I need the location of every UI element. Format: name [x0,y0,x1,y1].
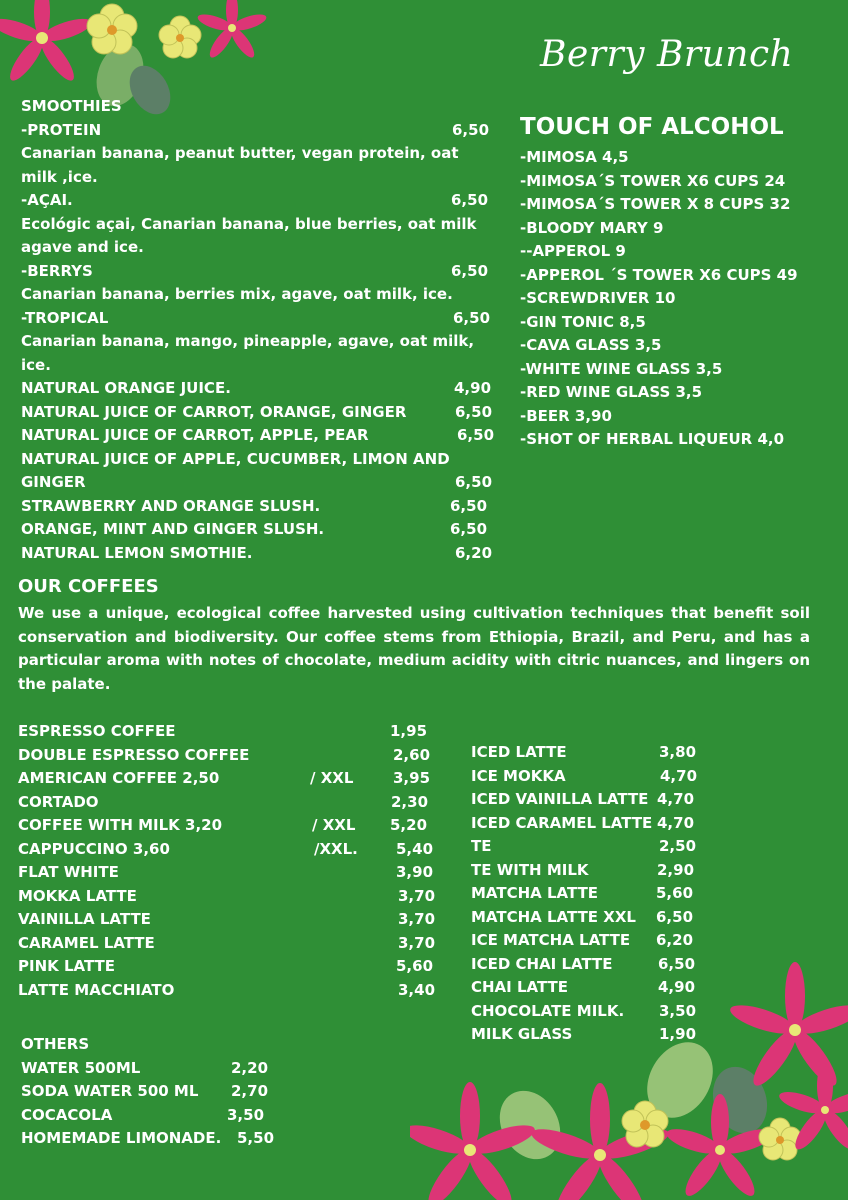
item-price: 3,70 [398,910,436,928]
item-name: CHOCOLATE MILK. [471,1001,625,1020]
list-item: --APPEROL 9 [520,242,626,260]
item-name: -PROTEIN [21,120,102,139]
item-size: / XXL [310,769,354,787]
item-name: VAINILLA LATTE [18,910,151,928]
item-price: 5,60 [396,957,434,975]
item-price: 4,70 [657,813,695,832]
item-name: STRAWBERRY AND ORANGE SLUSH. [21,496,321,515]
menu-item [471,741,711,765]
item-price: 1,90 [659,1025,697,1043]
coffees-title: OUR COFFEES [18,576,159,597]
menu-item [21,424,496,448]
item-name: AMERICAN COFFEE 2,50 [18,769,220,787]
item-name: WATER 500ML [21,1058,141,1077]
item-name: NATURAL JUICE OF CARROT, APPLE, PEAR [21,426,369,444]
item-name: GINGER [21,473,86,491]
menu-item [471,1023,711,1047]
list-item: -CAVA GLASS 3,5 [520,336,662,354]
others-section [21,1033,301,1151]
menu-item [21,1104,301,1128]
item-name: TE WITH MILK [471,860,589,879]
item-name: CHAI LATTE [471,978,569,996]
list-item: -APPEROL ´S TOWER X6 CUPS 49 [520,265,798,284]
menu-item [471,859,711,883]
menu-item [471,906,711,930]
item-price: 3,50 [227,1105,265,1124]
menu-item [471,835,711,859]
item-price: 3,40 [398,980,436,999]
item-price: 3,50 [659,1001,697,1020]
menu-item [21,119,496,143]
item-name: MOKKA LATTE [18,886,137,905]
list-item: -BEER 3,90 [520,406,612,425]
smoothies-title: SMOOTHIES [21,97,122,115]
item-price: 3,70 [398,933,436,952]
item-name: ICE MOKKA [471,766,566,785]
item-price: 6,50 [457,426,495,444]
item-price: 4,70 [660,766,698,785]
menu-item [471,929,711,953]
item-price: 6,50 [453,308,491,327]
item-name: DOUBLE ESPRESSO COFFEE [18,745,250,764]
menu-item [18,838,438,862]
item-price: 6,50 [451,261,489,280]
menu-item [471,812,711,836]
menu-item [18,861,438,885]
item-price: 2,70 [231,1082,269,1100]
item-description: Canarian banana, mango, pineapple, agave, oat milk, ice. [21,332,475,374]
menu-item [21,377,496,401]
menu-item [18,767,438,791]
menu-item [21,401,496,425]
item-price: 5,20 [390,816,428,834]
menu-item [21,1127,301,1151]
menu-item [21,260,496,284]
menu-item [471,976,711,1000]
item-name: MATCHA LATTE XXL [471,907,636,926]
menu-item [18,932,438,956]
item-name: NATURAL JUICE OF CARROT, ORANGE, GINGER [21,402,407,421]
item-name: MILK GLASS [471,1025,573,1043]
others-title: OTHERS [21,1035,90,1053]
item-price: 5,60 [656,884,694,902]
item-price: 5,50 [237,1129,275,1147]
item-name: ESPRESSO COFFEE [18,722,176,740]
menu-item [471,788,711,812]
item-price: 5,40 [396,839,434,858]
item-price: 3,70 [398,886,436,905]
menu-item [21,471,496,495]
item-name: COCACOLA [21,1105,113,1124]
item-price: 6,50 [450,520,488,538]
list-item: -MIMOSA´S TOWER X 8 CUPS 32 [520,195,791,213]
menu-item [21,448,496,472]
item-name: ICED CARAMEL LATTE [471,813,653,832]
item-price: 6,50 [455,402,493,421]
item-price: 4,90 [454,379,492,397]
list-item: -GIN TONIC 8,5 [520,312,646,331]
alcohol-title: TOUCH OF ALCOHOL [520,114,784,140]
menu-item [21,307,496,331]
menu-item [18,744,438,768]
item-price: 3,80 [659,743,697,761]
item-price: 4,70 [657,790,695,808]
menu-item [18,720,438,744]
list-item: -WHITE WINE GLASS 3,5 [520,359,723,378]
coffee-list-left [18,720,438,1002]
list-item: -MIMOSA´S TOWER X6 CUPS 24 [520,171,786,190]
item-description: Canarian banana, peanut butter, vegan protein, oat milk ,ice. [21,144,459,186]
item-name: -BERRYS [21,261,93,280]
menu-item [18,885,438,909]
list-item: -SHOT OF HERBAL LIQUEUR 4,0 [520,430,785,448]
list-item: -BLOODY MARY 9 [520,218,664,237]
item-description: Canarian banana, berries mix, agave, oat milk, ice. [21,285,453,303]
item-name: CORTADO [18,792,99,811]
item-name: NATURAL LEMON SMOTHIE. [21,543,253,562]
item-name: NATURAL ORANGE JUICE. [21,379,231,397]
list-item: -RED WINE GLASS 3,5 [520,383,703,401]
item-name: -TROPICAL [21,308,109,327]
item-size: /XXL. [314,839,358,858]
menu-item [21,518,496,542]
item-name: SODA WATER 500 ML [21,1082,199,1100]
list-item: -SCREWDRIVER 10 [520,289,676,307]
item-size: / XXL [312,816,356,834]
item-price: 6,20 [656,931,694,949]
menu-item [21,1057,301,1081]
item-name: CAPPUCCINO 3,60 [18,839,170,858]
item-price: 1,95 [390,722,428,740]
item-price: 6,50 [455,473,493,491]
menu-item [21,495,496,519]
coffee-list-right [471,741,711,1047]
item-price: 2,90 [657,860,695,879]
alcohol-section [520,112,798,452]
menu-item [18,791,438,815]
item-price: 3,95 [393,769,431,787]
item-name: NATURAL JUICE OF APPLE, CUCUMBER, LIMON AND [21,449,450,468]
item-name: HOMEMADE LIMONADE. [21,1129,222,1147]
item-price: 2,50 [659,837,697,855]
menu-item [21,189,496,213]
menu-item [471,882,711,906]
item-name: ICED LATTE [471,743,567,761]
item-price: 6,50 [452,120,490,139]
brand-title: Berry Brunch [540,34,794,75]
item-price: 4,90 [658,978,696,996]
menu-item [18,908,438,932]
item-name: ICE MATCHA LATTE [471,931,631,949]
item-name: -AÇAI. [21,191,73,209]
item-name: ICED CHAI LATTE [471,954,613,973]
menu-item [471,765,711,789]
menu-item [21,542,496,566]
item-name: TE [471,837,492,855]
item-name: COFFEE WITH MILK 3,20 [18,816,223,834]
menu-item [18,979,438,1003]
smoothies-section [21,95,496,565]
menu-item [471,1000,711,1024]
item-description: Ecológic açai, Canarian banana, blue berries, oat milk agave and ice. [21,214,477,256]
coffees-description: We use a unique, ecological coffee harvested using cultivation techniques that benefit soil conservation and biodiversity. Our coffee stems from Ethiopia, Brazil, and Peru, and has a particular aroma with notes of chocolate, medium acidity with citric nuances, and lingers on the palate. [18,604,810,693]
item-name: FLAT WHITE [18,863,119,881]
item-price: 6,50 [658,954,696,973]
item-name: LATTE MACCHIATO [18,980,175,999]
item-price: 2,20 [231,1058,269,1077]
item-price: 3,90 [396,863,434,881]
item-price: 6,50 [451,191,489,209]
item-name: CARAMEL LATTE [18,933,155,952]
item-name: MATCHA LATTE [471,884,599,902]
item-price: 6,50 [450,496,488,515]
menu-item [18,955,438,979]
item-name: PINK LATTE [18,957,116,975]
item-name: ORANGE, MINT AND GINGER SLUSH. [21,520,325,538]
item-price: 6,50 [656,907,694,926]
item-price: 2,60 [393,745,431,764]
item-price: 6,20 [455,543,493,562]
menu-item [471,953,711,977]
item-price: 2,30 [391,792,429,811]
list-item: -MIMOSA 4,5 [520,148,629,166]
menu-item [18,814,438,838]
menu-item [21,1080,301,1104]
item-name: ICED VAINILLA LATTE [471,790,649,808]
